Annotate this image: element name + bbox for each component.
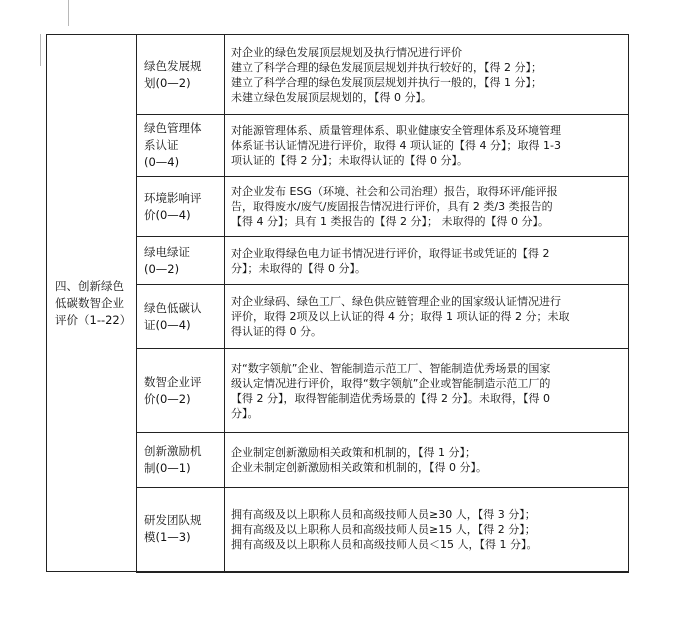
- criteria-cell: [225, 237, 629, 285]
- criteria-cell: [225, 349, 629, 433]
- item-cell: [137, 177, 225, 237]
- criteria-line: 对“数字领航”企业、智能制造示范工厂、智能制造优秀场景的国家: [231, 361, 551, 375]
- item-label-line: 模(1—3): [144, 530, 191, 545]
- item-cell: [137, 488, 225, 572]
- category-label-line: 四、创新绿色: [55, 278, 124, 293]
- item-cell: [137, 35, 225, 115]
- criteria-line: 得认证的得 0 分。: [231, 325, 322, 338]
- table-row: [47, 35, 629, 115]
- criteria-line: 建立了科学合理的绿色发展顶层规划并执行一般的，【得 1 分】；: [231, 75, 542, 89]
- item-label-line: 数智企业评: [144, 374, 202, 389]
- item-label-line: (0—4): [144, 155, 180, 169]
- criteria-line: 企业未制定创新激励相关政策和机制的，【得 0 分】。: [231, 461, 487, 474]
- criteria-line: 对企业取得绿色电力证书情况进行评价，取得证书或凭证的【得 2: [231, 246, 550, 260]
- criteria-line: 体系证书认证情况进行评价，取得 4 项认证的【得 4 分】；取得 1-3: [231, 139, 561, 152]
- item-label-line: 绿电绿证: [144, 244, 190, 259]
- criteria-line: 建立了科学合理的绿色发展顶层规划并执行较好的，【得 2 分】；: [231, 60, 542, 74]
- criteria-line: 分】。: [231, 406, 259, 420]
- item-cell: [137, 115, 225, 177]
- item-label-line: 价(0—4): [144, 207, 191, 222]
- criteria-cell: [225, 177, 629, 237]
- item-cell: [137, 285, 225, 349]
- item-label-line: 绿色管理体: [144, 121, 202, 135]
- item-label-line: 划(0—2): [144, 75, 191, 90]
- item-label-line: 绿色发展规: [144, 58, 202, 73]
- criteria-line: 对企业的绿色发展顶层规划及执行情况进行评价: [231, 45, 462, 59]
- criteria-line: 项认证的【得 2 分】；未取得认证的【得 0 分】。: [231, 154, 468, 167]
- evaluation-table: [46, 34, 629, 573]
- criteria-line: 拥有高级及以上职称人员和高级技师人员≥15 人，【得 2 分】；: [231, 522, 536, 536]
- criteria-line: 【得 2 分】，取得智能制造优秀场景的【得 2 分】。未取得，【得 0: [231, 391, 550, 405]
- criteria-line: 【得 4 分】；具有 1 类报告的【得 2 分】； 未取得的【得 0 分】。: [231, 215, 549, 228]
- item-cell: [137, 237, 225, 285]
- crop-mark-top-left: [68, 0, 69, 26]
- item-label-line: 绿色低碳认: [144, 300, 202, 315]
- item-label-line: 制(0—1): [144, 461, 191, 475]
- criteria-line: 对企业绿码、绿色工厂、绿色供应链管理企业的国家级认证情况进行: [231, 295, 561, 308]
- criteria-line: 企业制定创新激励相关政策和机制的，【得 1 分】；: [231, 446, 476, 459]
- criteria-cell: [225, 488, 629, 572]
- item-label-line: 环境影响评: [144, 190, 202, 205]
- item-label-line: (0—2): [144, 261, 180, 276]
- criteria-cell: [225, 433, 629, 488]
- item-cell: [137, 349, 225, 433]
- item-label-line: 系认证: [144, 138, 179, 152]
- criteria-line: 拥有高级及以上职称人员和高级技师人员＜15 人，【得 1 分】。: [231, 537, 538, 551]
- category-cell: [47, 35, 137, 572]
- criteria-line: 对能源管理体系、质量管理体系、职业健康安全管理体系及环境管理: [231, 124, 561, 137]
- criteria-line: 对企业发布 ESG（环境、社会和公司治理）报告，取得环评/能评报: [231, 185, 558, 198]
- category-label-line: 评价（1--22）: [55, 312, 132, 327]
- criteria-cell: [225, 115, 629, 177]
- criteria-cell: [225, 35, 629, 115]
- item-label-line: 证(0—4): [144, 317, 191, 332]
- item-cell: [137, 433, 225, 488]
- criteria-line: 未建立绿色发展顶层规划的，【得 0 分】。: [231, 90, 432, 104]
- criteria-line: 分】；未取得的【得 0 分】。: [231, 261, 366, 275]
- criteria-line: 告，取得废水/废气/废固报告情况进行评价，具有 2 类/3 类报告的: [231, 200, 553, 213]
- item-label-line: 研发团队规: [144, 513, 202, 528]
- criteria-line: 评价，取得 2项及以上认证的得 4 分；取得 1 项认证的得 2 分；未取: [231, 310, 570, 323]
- category-label-line: 低碳数智企业: [55, 295, 124, 310]
- criteria-line: 拥有高级及以上职称人员和高级技师人员≥30 人，【得 3 分】；: [231, 507, 536, 521]
- item-label-line: 价(0—2): [144, 391, 191, 406]
- criteria-cell: [225, 285, 629, 349]
- criteria-line: 级认定情况进行评价，取得“数字领航”企业或智能制造示范工厂的: [231, 376, 551, 390]
- item-label-line: 创新激励机: [144, 444, 202, 458]
- crop-mark-left: [40, 34, 41, 66]
